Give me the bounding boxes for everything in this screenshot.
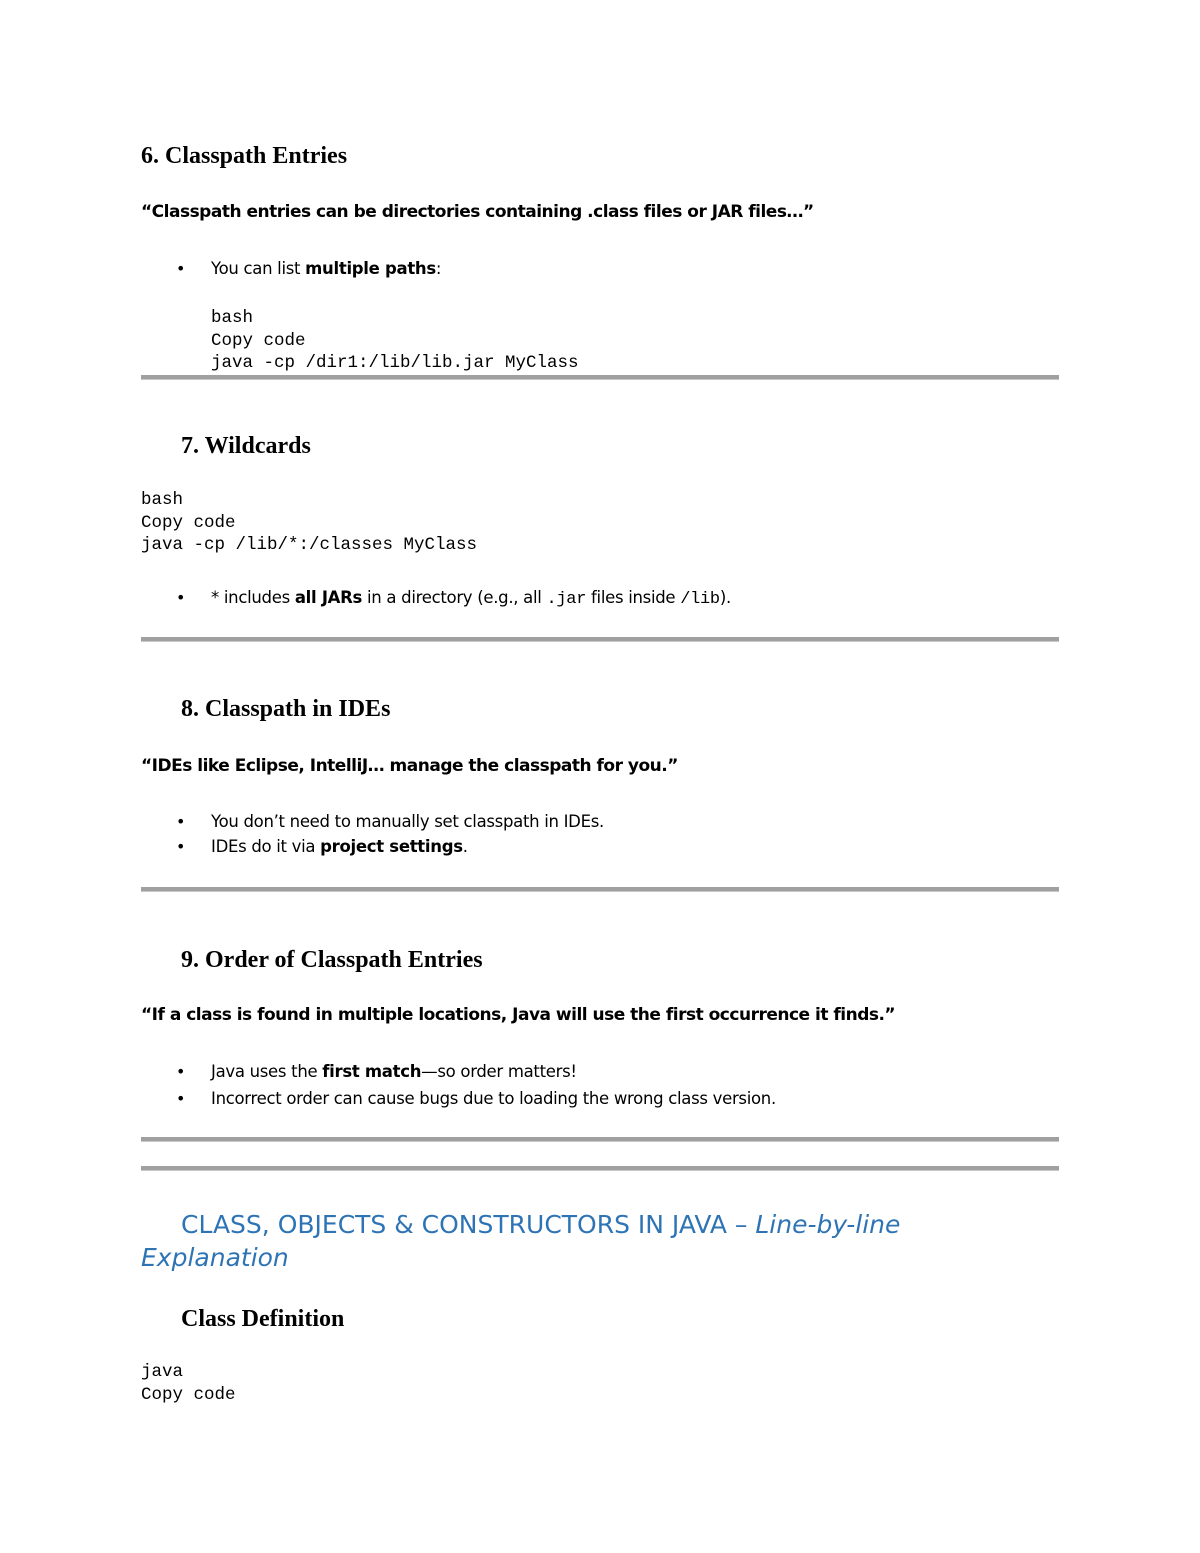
section-9-bullet-list (0, 1062, 776, 1108)
class-definition-heading: Class Definition (181, 1306, 345, 1332)
section-8-bullet-list (0, 812, 604, 856)
section-7-heading: 7. Wildcards (181, 433, 311, 459)
horizontal-rule (141, 375, 1059, 380)
list-item: • IDEs do it via project settings. (176, 837, 468, 856)
section-9-heading: 9. Order of Classpath Entries (181, 947, 483, 973)
horizontal-rule (141, 1166, 1059, 1171)
list-item: • You can list multiple paths: (176, 259, 442, 278)
bullet-icon: • (176, 812, 186, 831)
list-item: • You don’t need to manually set classpath in IDEs. (176, 812, 604, 831)
list-item: • * includes all JARs in a directory (e.g., all .jar files inside /lib). (176, 588, 731, 609)
horizontal-rule (141, 887, 1059, 892)
class-definition-code-block: java Copy code (141, 1362, 236, 1405)
section-8-quote: “IDEs like Eclipse, IntelliJ… manage the classpath for you.” (141, 756, 678, 776)
section-6-heading: 6. Classpath Entries (141, 143, 348, 169)
list-item: • Incorrect order can cause bugs due to loading the wrong class version. (176, 1089, 776, 1108)
section-9-quote: “If a class is found in multiple locations, Java will use the first occurrence it finds.” (141, 1005, 896, 1025)
section-8-heading: 8. Classpath in IDEs (181, 696, 391, 722)
bullet-icon: • (176, 1089, 186, 1108)
horizontal-rule (141, 1137, 1059, 1142)
section-6-quote: “Classpath entries can be directories containing .class files or JAR files…” (141, 202, 814, 222)
list-item: • Java uses the first match—so order matters! (176, 1062, 577, 1081)
section-6-code-block: bash Copy code java -cp /dir1:/lib/lib.jar MyClass (211, 308, 579, 373)
section-7-code-block: bash Copy code java -cp /lib/*:/classes MyClass (141, 490, 478, 555)
horizontal-rule (141, 637, 1059, 642)
bullet-icon: • (176, 1062, 186, 1081)
class-section-title: CLASS, OBJECTS & CONSTRUCTORS IN JAVA – Line-by-line Explanation (141, 1210, 901, 1272)
section-6-bullet-list (0, 259, 441, 278)
bullet-icon: • (176, 259, 186, 278)
section-7-bullet-list (0, 588, 731, 609)
bullet-icon: • (176, 837, 186, 856)
bullet-icon: • (176, 588, 186, 607)
